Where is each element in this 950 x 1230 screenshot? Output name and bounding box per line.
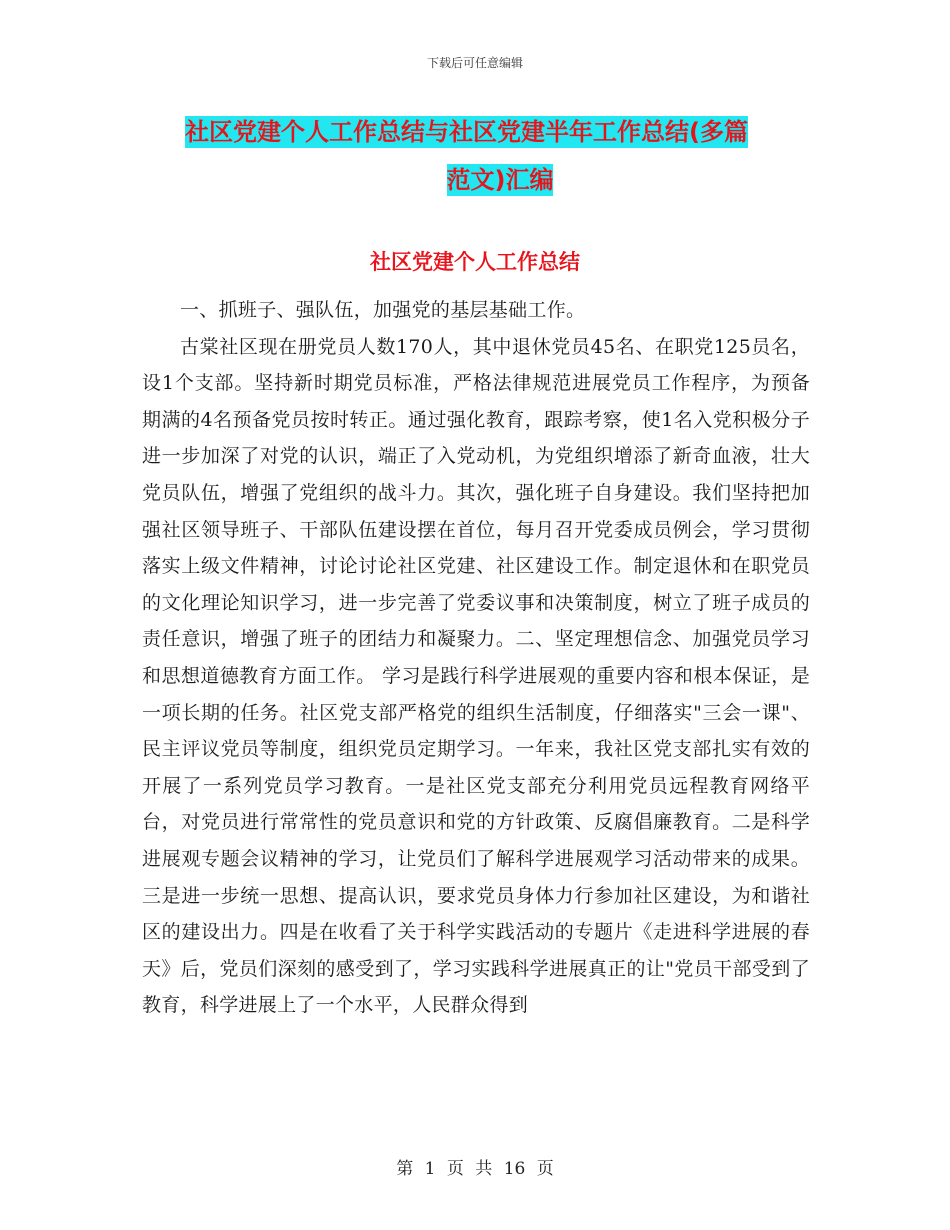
body-paragraph: 古棠社区现在册党员人数170人，其中退休党员45名、在职党125员名，设1个支部。坚持新时期党员标准，严格法律规范进展党员工作程序，为预备期满的4名预备党员按时转正。通过强化教育，跟踪考察，使1名入党积极分子进一步加深了对党的认识，端正了入党动机，为党组织增添了新奇血液，壮大党员队伍，增强了党组织的战斗力。其次，强化班子自身建设。我们坚持把加强社区领导班子、干部队伍建设摆在首位，每月召开党委成员例会，学习贯彻落实上级文件精神，讨论讨论社区党建、社区建设工作。制定退休和在职党员的文化理论知识学习，进一步完善了党委议事和决策制度，树立了班子成员的责任意识，增强了班子的团结力和凝聚力。二、坚定理想信念、加强党员学习和思想道德教育方面工作。 学习是践行科学进展观的重要内容和根本保证，是一项长期的任务。社区党支部严格党的组织生活制度，仔细落实"三会一课"、民主评议党员等制度，组织党员定期学习。一年来，我社区党支部扎实有效的开展了一系列党员学习教育。一是社区党支部充分利用党员远程教育网络平台，对党员进行常常性的党员意识和党的方针政策、反腐倡廉教育。二是科学进展观专题会议精神的学习，让党员们了解科学进展观学习活动带来的成果。三是进一步统一思想、提高认识，要求党员身体力行参加社区建设，为和谐社区的建设出力。四是在收看了关于科学实践活动的专题片《走进科学进展的春天》后，党员们深刻的感受到了，学习实践科学进展真正的让"党员干部受到了教育，科学进展上了一个水平，人民群众得到 bbox=[142, 335, 810, 1017]
header-note: 下载后可任意编辑 bbox=[426, 56, 523, 70]
document-title bbox=[185, 108, 815, 204]
document-title-line-1: 社区党建个人工作总结与社区党建半年工作总结(多篇 bbox=[185, 118, 748, 146]
document-body bbox=[142, 292, 810, 1024]
page-number-footer: 第 1 页 共 16 页 bbox=[396, 1159, 554, 1179]
body-paragraph: 一、抓班子、强队伍，加强党的基层基础工作。 bbox=[180, 299, 586, 321]
section-title: 社区党建个人工作总结 bbox=[370, 250, 580, 274]
document-title-line-2: 范文)汇编 bbox=[446, 166, 554, 194]
